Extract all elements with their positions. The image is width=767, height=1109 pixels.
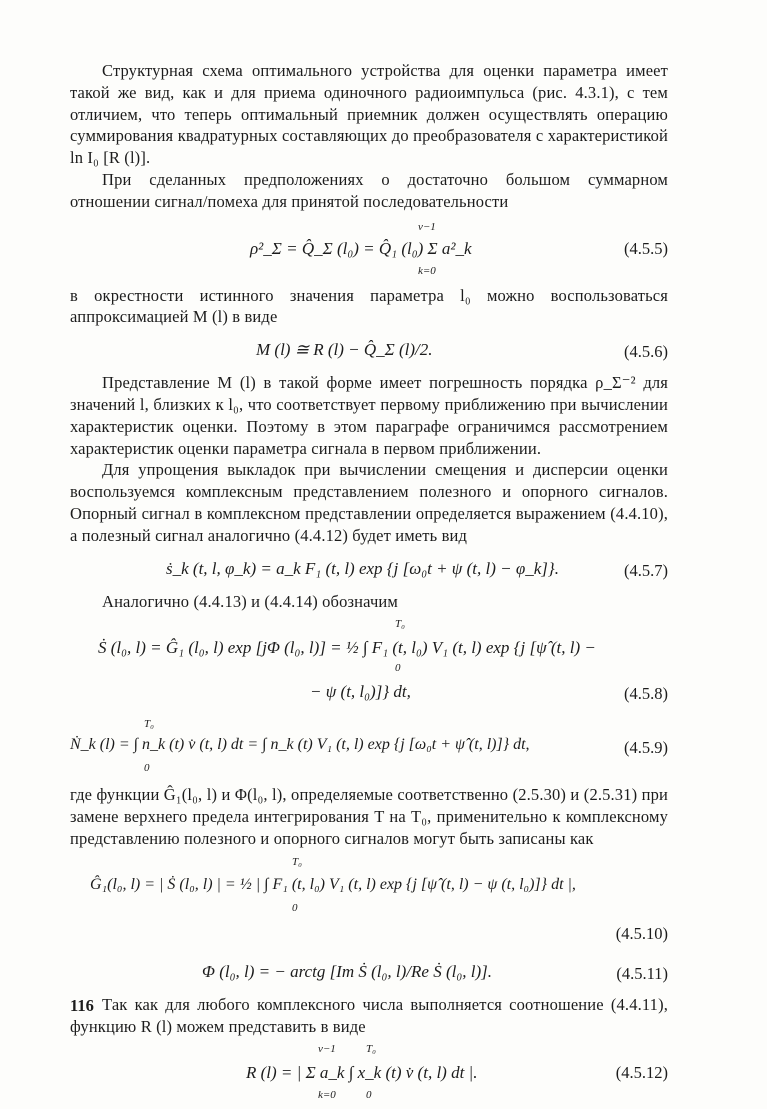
equation-number: (4.5.9): [624, 738, 668, 758]
equation-expression: Ĝ₁(l₀, l) = | Ṡ (l₀, l) | = ½ | ∫ F₁ (t, l₀) V₁ (t, l) exp {j [ψ̂ (t, l) − ψ (t, l₀)]} dt |,: [90, 875, 576, 893]
page-number: 116: [70, 996, 94, 1015]
equation-4-5-10-number-line: [70, 922, 668, 950]
equation-expression: R (l) = | Σ a_k ∫ x_k (t) v̇ (t, l) dt |.: [246, 1063, 478, 1083]
equation-4-5-8: [70, 616, 668, 712]
equation-4-5-6: [70, 332, 668, 368]
equation-expression-line-2: − ψ (t, l₀)]} dt,: [310, 682, 411, 702]
integral-lower-limit: 0: [395, 662, 401, 675]
equation-expression-line-1: Ṡ (l₀, l) = Ĝ₁ (l₀, l) exp [jΦ (l₀, l)] = ½ ∫ F₁ (t, l₀) V₁ (t, l) exp {j [ψ̂ (t, l) −: [98, 638, 596, 658]
paragraph-4: Представление M (l) в такой форме имеет погрешность порядка ρ_Σ⁻² для значений l, близких к l₀, что соответствует первому приближению при вычислении характеристик оценки. Поэтому в этом параграфе ограничимся рассмотрением характеристик оценки параметра сигнала в первом приближении.: [70, 373, 668, 458]
paragraph-7: где функции Ĝ₁(l₀, l) и Φ(l₀, l), определяемые соответственно (2.5.30) и (2.5.31) при замене верхнего предела интегрирования T на T₀, применительно к комплексному представлению полезного и опорного сигналов могут быть записаны как: [70, 785, 668, 848]
equation-expression: Ṅ_k (l) = ∫ n_k (t) v̇ (t, l) dt = ∫ n_k (t) V₁ (t, l) exp {j [ω₀t + ψ̂ (t, l)]} dt,: [70, 736, 530, 754]
equation-number: (4.5.10): [615, 923, 668, 943]
equation-4-5-10: [70, 854, 668, 918]
integral-upper-limit: T₀: [292, 855, 302, 868]
equation-expression: M (l) ≅ R (l) − Q̂_Σ (l)/2.: [256, 340, 433, 360]
integral-upper-limit: T₀: [144, 718, 154, 731]
paragraph-8: Так как для любого комплексного числа выполняется соотношение (4.4.11), функцию R (l) можем представить в виде: [70, 994, 668, 1036]
page-body: [70, 60, 668, 1109]
paragraph-5: Для упрощения выкладок при вычислении смещения и дисперсии оценки воспользуемся комплексным представлением полезного и опорного сигналов. Опорный сигнал в комплексном представлении определяется выражением (4.4.10), а полезный сигнал аналогично (4.4.12) будет иметь вид: [70, 460, 668, 545]
equation-number: (4.5.5): [624, 238, 668, 258]
sum-upper-limit: ν−1: [418, 220, 436, 233]
paragraph-3: в окрестности истинного значения параметра l₀ можно воспользоваться аппроксимацией M (l) в виде: [70, 285, 668, 327]
equation-number: (4.5.11): [616, 963, 668, 983]
integral-upper-limit: T₀: [366, 1043, 376, 1056]
equation-4-5-5: [70, 217, 668, 281]
equation-4-5-11: [70, 954, 668, 990]
sum-lower-limit: k=0: [318, 1089, 336, 1102]
equation-expression: Φ (l₀, l) = − arctg [Im Ṡ (l₀, l)/Re Ṡ (l₀, l)].: [202, 961, 492, 981]
paragraph-2: При сделанных предположениях о достаточно большом суммарном отношении сигнал/помеха для принятой последовательности: [70, 169, 668, 211]
equation-expression: ρ²_Σ = Q̂_Σ (l₀) = Q̂₁ (l₀) Σ a²_k: [250, 238, 472, 258]
equation-4-5-12: [70, 1041, 668, 1105]
equation-number: (4.5.12): [615, 1063, 668, 1083]
sum-lower-limit: k=0: [418, 264, 436, 277]
equation-number: (4.5.7): [624, 560, 668, 580]
paragraph-1: Структурная схема оптимального устройства для оценки параметра имеет такой же вид, как и для приема одиночного радиоимпульса (рис. 4.3.1), с тем отличием, что теперь оптимальный приемник должен осуществлять операцию суммирования квадратурных составляющих до преобразователя с характеристикой ln I₀ [R (l)].: [70, 61, 668, 168]
equation-number: (4.5.6): [624, 342, 668, 362]
integral-lower-limit: 0: [144, 762, 150, 775]
integral-lower-limit: 0: [292, 901, 298, 914]
integral-upper-limit: T₀: [395, 618, 405, 631]
paragraph-6: Аналогично (4.4.13) и (4.4.14) обозначим: [102, 591, 398, 611]
equation-4-5-7: [70, 551, 668, 587]
sum-upper-limit: ν−1: [318, 1043, 336, 1056]
equation-number: (4.5.8): [624, 684, 668, 704]
equation-expression: ṡ_k (t, l, φ_k) = a_k F₁ (t, l) exp {j [ω₀t + ψ (t, l) − φ_k]}.: [166, 558, 559, 578]
equation-4-5-9: [70, 716, 668, 780]
integral-lower-limit: 0: [366, 1089, 372, 1102]
